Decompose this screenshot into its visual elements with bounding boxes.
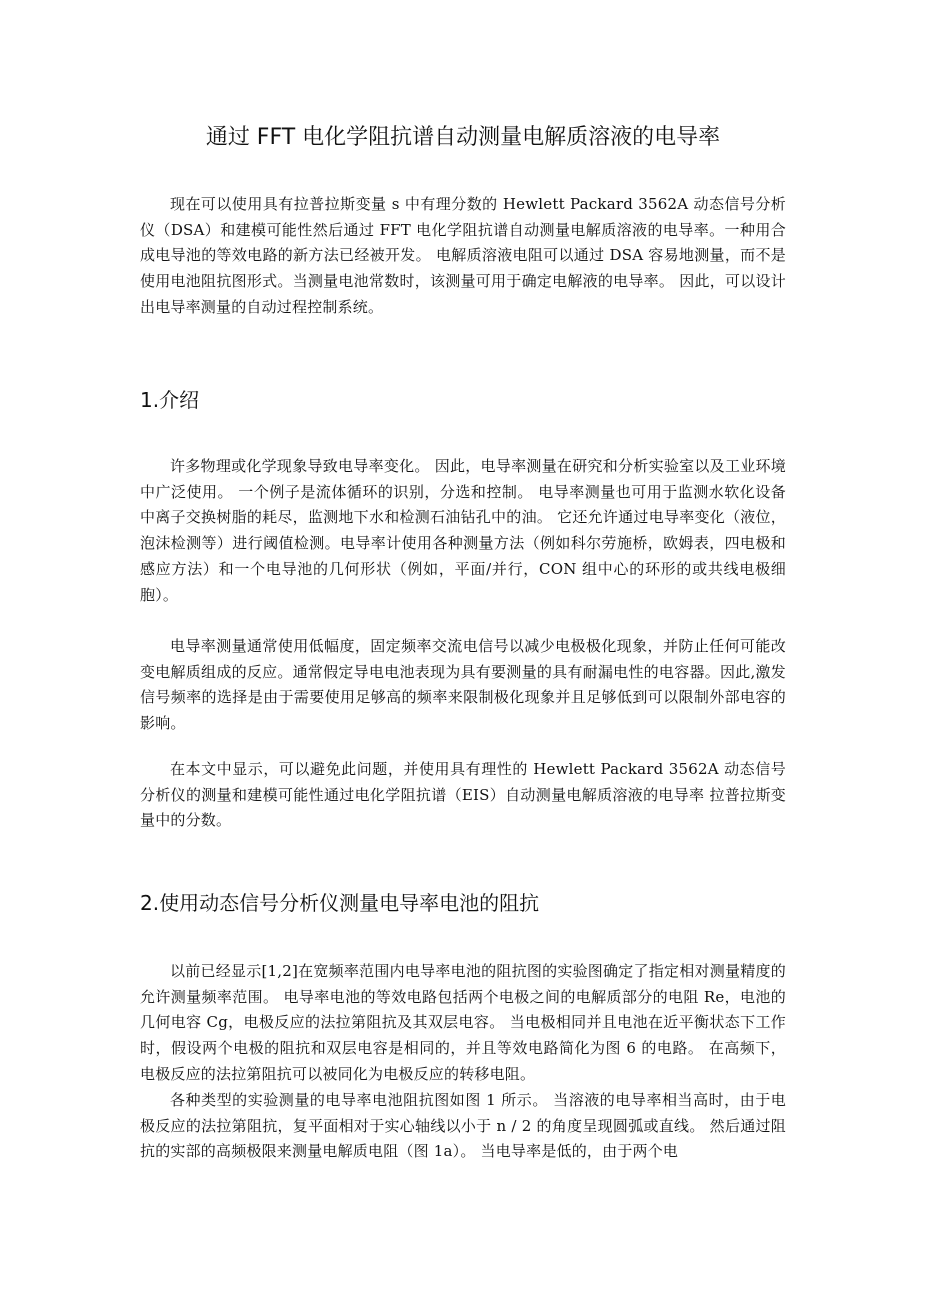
section2-paragraph-1: 以前已经显示[1,2]在宽频率范围内电导率电池的阻抗图的实验图确定了指定相对测量精度的允许测量频率范围。 电导率电池的等效电路包括两个电极之间的电解质部分的电阻 Re，电池的几何电容 Cg，电极反应的法拉第阻抗及其双层电容。 当电极相同并且电池在近平衡状态下工作时，假设两个电极的阻抗和双层电容是相同的，并且等效电路简化为图 6 的电路。 在高频下，电极反应的法拉第阻抗可以被同化为电极反应的转移电阻。 [140, 962, 786, 1083]
abstract-paragraph: 现在可以使用具有拉普拉斯变量 s 中有理分数的 Hewlett Packard 3562A 动态信号分析仪（DSA）和建模可能性然后通过 FFT 电化学阻抗谱自动测量电解质溶液的电导率。一种用合成电导池的等效电路的新方法已经被开发。 电解质溶液电阻可以通过 DSA 容易地测量，而不是使用电池阻抗图形式。当测量电池常数时，该测量可用于确定电解液的电导率。 因此，可以设计出电导率测量的自动过程控制系统。 [140, 195, 786, 316]
intro-paragraph-1: 许多物理或化学现象导致电导率变化。 因此，电导率测量在研究和分析实验室以及工业环境中广泛使用。 一个例子是流体循环的识别，分选和控制。 电导率测量也可用于监测水软化设备中离子交换树脂的耗尽，监测地下水和检测石油钻孔中的油。 它还允许通过电导率变化（液位，泡沫检测等）进行阈值检测。电导率计使用各种测量方法（例如科尔劳施桥，欧姆表，四电极和感应方法）和一个电导池的几何形状（例如，平面/并行，CON 组中心的环形的或共线电极细胞）。 [140, 457, 786, 604]
intro-paragraph-2: 电导率测量通常使用低幅度，固定频率交流电信号以减少电极极化现象，并防止任何可能改变电解质组成的反应。通常假定导电电池表现为具有要测量的具有耐漏电性的电容器。因此,激发信号频率的选择是由于需要使用足够高的频率来限制极化现象并且足够低到可以限制外部电容的影响。 [140, 637, 786, 733]
document-title: 通过 FFT 电化学阻抗谱自动测量电解质溶液的电导率 [205, 125, 721, 150]
intro-paragraph-3: 在本文中显示，可以避免此问题，并使用具有理性的 Hewlett Packard 3562A 动态信号分析仪的测量和建模可能性通过电化学阻抗谱（EIS）自动测量电解质溶液的电导率 拉普拉斯变量中的分数。 [140, 760, 786, 830]
section2-paragraph-2: 各种类型的实验测量的电导率电池阻抗图如图 1 所示。 当溶液的电导率相当高时，由于电极反应的法拉第阻抗，复平面相对于实心轴线以小于 n / 2 的角度呈现圆弧或直线。 然后通过阻抗的实部的高频极限来测量电解质电阻（图 1a）。 当电导率是低的，由于两个电 [140, 1091, 786, 1161]
section-heading-introduction: 1.介绍 [140, 388, 200, 412]
section-heading-impedance-measurement: 2.使用动态信号分析仪测量电导率电池的阻抗 [140, 891, 540, 915]
